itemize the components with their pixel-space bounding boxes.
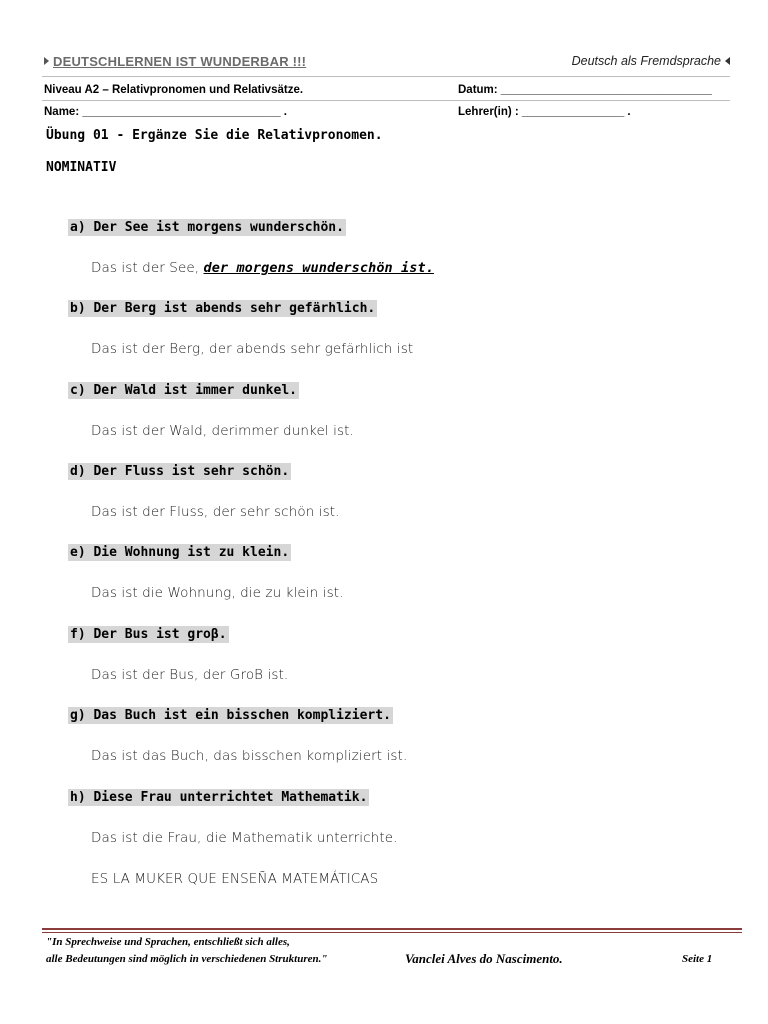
- answer-a-filled: der morgens wunderschön ist.: [203, 260, 434, 276]
- question-g: g) Das Buch ist ein bisschen kompliziert.: [70, 708, 391, 723]
- answer-h-extra: ES LA MUKER QUE ENSEÑA MATEMÁTICAS: [91, 871, 379, 887]
- answer-c: Das ist der Wald, derimmer dunkel ist.: [91, 423, 354, 439]
- header-subject: Deutsch als Fremdsprache: [572, 54, 730, 68]
- footer-author: Vanclei Alves do Nascimento.: [405, 951, 563, 966]
- triangle-right-icon: [44, 57, 49, 65]
- footer-rule-thin: [42, 932, 742, 933]
- answer-g: Das ist das Buch, das bisschen kompliziert ist.: [91, 748, 408, 764]
- name-field: Name: _______________________________ .: [44, 106, 288, 118]
- question-b: b) Der Berg ist abends sehr gefärhlich.: [70, 301, 376, 316]
- footer-quote-line2: alle Bedeutungen sind möglich in verschiedenen Strukturen.": [46, 953, 328, 965]
- header-divider: [42, 76, 730, 77]
- footer-quote-line1: "In Sprechweise und Sprachen, entschließt sich alles,: [46, 936, 290, 948]
- page-number: Seite 1: [682, 953, 713, 965]
- question-a: a) Der See ist morgens wunderschön.: [70, 220, 344, 235]
- teacher-field: Lehrer(in) : ________________ .: [458, 106, 631, 118]
- meta-divider: [42, 100, 730, 101]
- answer-h: Das ist die Frau, die Mathematik unterrichte.: [91, 830, 398, 846]
- answer-e: Das ist die Wohnung, die zu klein ist.: [91, 585, 344, 601]
- answer-b: Das ist der Berg, der abends sehr gefärhlich ist: [91, 341, 414, 357]
- question-f: f) Der Bus ist groβ.: [70, 627, 227, 642]
- header-title: DEUTSCHLERNEN IST WUNDERBAR !!!: [44, 54, 306, 69]
- question-d: d) Der Fluss ist sehr schön.: [70, 464, 290, 479]
- answer-f: Das ist der Bus, der GroB ist.: [91, 667, 289, 683]
- answer-a: Das ist der See, der morgens wunderschön ist.: [91, 260, 434, 276]
- triangle-left-icon: [725, 57, 730, 65]
- question-c: c) Der Wald ist immer dunkel.: [70, 383, 297, 398]
- question-h: h) Diese Frau unterrichtet Mathematik.: [70, 790, 368, 805]
- question-e: e) Die Wohnung ist zu klein.: [70, 545, 290, 560]
- footer-rule: [42, 928, 742, 930]
- exercise-title: Übung 01 - Ergänze Sie die Relativpronomen.: [46, 128, 383, 143]
- level-label: Niveau A2 – Relativpronomen und Relativsätze.: [44, 84, 304, 96]
- date-field: Datum: _________________________________: [458, 84, 712, 96]
- section-heading: NOMINATIV: [46, 160, 117, 175]
- answer-d: Das ist der Fluss, der sehr schön ist.: [91, 504, 340, 520]
